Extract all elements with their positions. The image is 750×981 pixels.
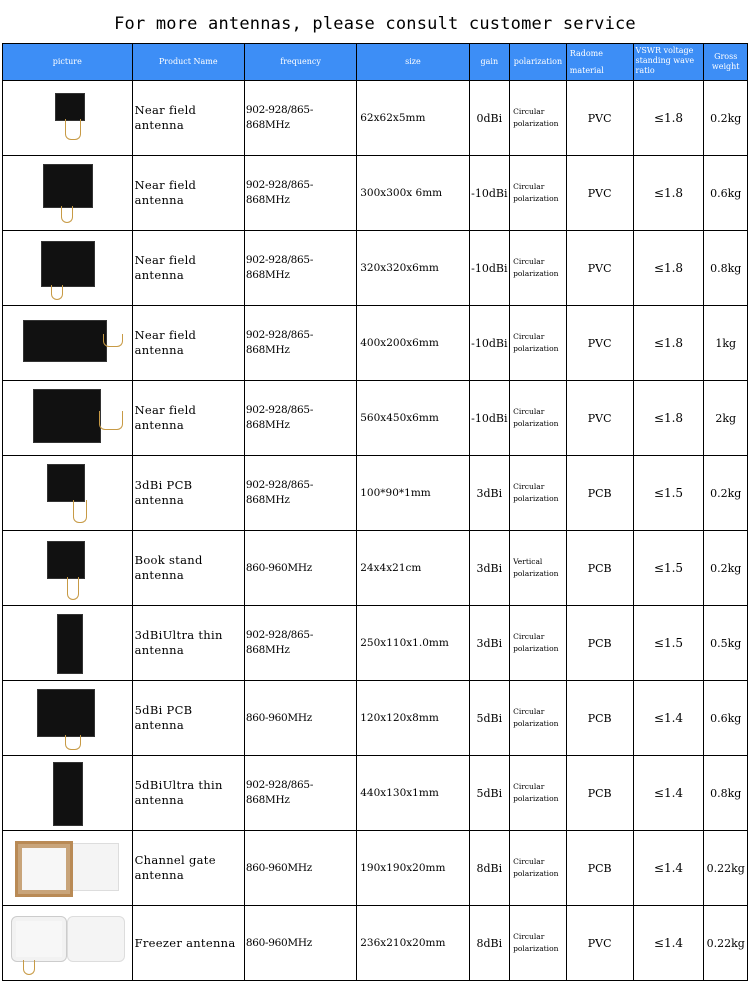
header-gain: gain <box>469 44 509 81</box>
radome-material-cell: PCB <box>566 756 633 831</box>
vswr-cell: ≤1.8 <box>633 381 704 456</box>
antenna-image <box>33 389 101 443</box>
antenna-image <box>47 464 85 502</box>
product-name-cell: Channel gate antenna <box>132 831 244 906</box>
table-row <box>3 306 748 381</box>
polarization-cell: Circular polarization <box>510 456 567 531</box>
gain-cell: 3dBi <box>469 606 509 681</box>
vswr-cell: ≤1.8 <box>633 81 704 156</box>
gross-weight-cell: 2kg <box>704 381 748 456</box>
polarization-cell: Circular polarization <box>510 156 567 231</box>
table-row <box>3 756 748 831</box>
size-cell: 190x190x20mm <box>357 831 469 906</box>
cable-icon <box>51 285 63 300</box>
size-cell: 300x300x 6mm <box>357 156 469 231</box>
header-product-name: Product Name <box>132 44 244 81</box>
frequency-cell: 902-928/865-868MHz <box>244 756 356 831</box>
frequency-cell: 860-960MHz <box>244 681 356 756</box>
gain-cell: -10dBi <box>469 381 509 456</box>
product-name-cell: 5dBi PCB antenna <box>132 681 244 756</box>
antenna-image <box>11 916 67 962</box>
gross-weight-cell: 0.22kg <box>704 906 748 981</box>
antenna-image-alt-view <box>71 843 119 891</box>
size-cell: 400x200x6mm <box>357 306 469 381</box>
gross-weight-cell: 0.2kg <box>704 456 748 531</box>
product-name-cell: Near field antenna <box>132 231 244 306</box>
product-picture <box>3 231 133 306</box>
size-cell: 560x450x6mm <box>357 381 469 456</box>
gross-weight-cell: 0.2kg <box>704 531 748 606</box>
antenna-image <box>41 241 95 287</box>
table-row <box>3 456 748 531</box>
radome-material-cell: PVC <box>566 231 633 306</box>
vswr-cell: ≤1.4 <box>633 906 704 981</box>
vswr-cell: ≤1.8 <box>633 231 704 306</box>
product-picture <box>3 906 133 981</box>
frequency-cell: 902-928/865-868MHz <box>244 456 356 531</box>
product-name-cell: Book stand antenna <box>132 531 244 606</box>
radome-material-cell: PCB <box>566 456 633 531</box>
antenna-image-inner <box>22 848 66 890</box>
gross-weight-cell: 0.6kg <box>704 156 748 231</box>
gross-weight-cell: 0.5kg <box>704 606 748 681</box>
size-cell: 62x62x5mm <box>357 81 469 156</box>
vswr-cell: ≤1.8 <box>633 156 704 231</box>
cable-icon <box>67 577 79 600</box>
radome-material-cell: PVC <box>566 306 633 381</box>
frequency-cell: 902-928/865-868MHz <box>244 156 356 231</box>
frequency-cell: 902-928/865-868MHz <box>244 306 356 381</box>
radome-material-cell: PCB <box>566 831 633 906</box>
polarization-cell: Circular polarization <box>510 606 567 681</box>
polarization-cell: Circular polarization <box>510 831 567 906</box>
gain-cell: -10dBi <box>469 156 509 231</box>
gross-weight-cell: 0.8kg <box>704 231 748 306</box>
antenna-image <box>15 841 73 897</box>
table-row <box>3 381 748 456</box>
antenna-image <box>23 320 107 362</box>
gain-cell: -10dBi <box>469 306 509 381</box>
gain-cell: 8dBi <box>469 906 509 981</box>
product-picture <box>3 456 133 531</box>
frequency-cell: 860-960MHz <box>244 906 356 981</box>
gross-weight-cell: 1kg <box>704 306 748 381</box>
header-picture: picture <box>3 44 133 81</box>
frequency-cell: 860-960MHz <box>244 831 356 906</box>
cable-icon <box>61 206 73 223</box>
gross-weight-cell: 0.8kg <box>704 756 748 831</box>
product-name-cell: Freezer antenna <box>132 906 244 981</box>
product-name-cell: Near field antenna <box>132 381 244 456</box>
radome-material-cell: PVC <box>566 81 633 156</box>
product-picture <box>3 156 133 231</box>
table-row <box>3 906 748 981</box>
size-cell: 440x130x1mm <box>357 756 469 831</box>
antenna-image-alt-view <box>67 916 125 962</box>
page-title: For more antennas, please consult customer service <box>114 14 636 34</box>
vswr-cell: ≤1.4 <box>633 756 704 831</box>
size-cell: 250x110x1.0mm <box>357 606 469 681</box>
antenna-spec-table <box>2 43 748 981</box>
vswr-cell: ≤1.5 <box>633 456 704 531</box>
header-vswr: VSWR voltage standing wave ratio <box>633 44 704 81</box>
antenna-image <box>57 614 83 674</box>
polarization-cell: Circular polarization <box>510 306 567 381</box>
polarization-cell: Circular polarization <box>510 381 567 456</box>
header-frequency: frequency <box>244 44 356 81</box>
product-picture <box>3 681 133 756</box>
cable-icon <box>23 960 35 975</box>
antenna-image <box>47 541 85 579</box>
polarization-cell: Vertical polarization <box>510 531 567 606</box>
cable-icon <box>65 119 81 140</box>
gain-cell: -10dBi <box>469 231 509 306</box>
product-picture <box>3 306 133 381</box>
antenna-image-inner <box>16 921 62 957</box>
table-row <box>3 156 748 231</box>
size-cell: 100*90*1mm <box>357 456 469 531</box>
gross-weight-cell: 0.22kg <box>704 831 748 906</box>
gain-cell: 5dBi <box>469 681 509 756</box>
product-picture <box>3 606 133 681</box>
polarization-cell: Circular polarization <box>510 906 567 981</box>
vswr-cell: ≤1.4 <box>633 681 704 756</box>
vswr-cell: ≤1.8 <box>633 306 704 381</box>
header-size: size <box>357 44 469 81</box>
product-picture <box>3 831 133 906</box>
product-picture <box>3 381 133 456</box>
polarization-cell: Circular polarization <box>510 231 567 306</box>
table-row <box>3 606 748 681</box>
header-radome-material: Radome material <box>566 44 633 81</box>
product-picture <box>3 756 133 831</box>
header-row <box>3 44 748 81</box>
header-polarization: polarization <box>510 44 567 81</box>
vswr-cell: ≤1.4 <box>633 831 704 906</box>
product-name-cell: Near field antenna <box>132 306 244 381</box>
cable-icon <box>103 334 123 347</box>
polarization-cell: Circular polarization <box>510 81 567 156</box>
size-cell: 236x210x20mm <box>357 906 469 981</box>
gain-cell: 0dBi <box>469 81 509 156</box>
size-cell: 120x120x8mm <box>357 681 469 756</box>
table-row <box>3 831 748 906</box>
cable-icon <box>99 411 123 430</box>
product-picture <box>3 81 133 156</box>
radome-material-cell: PVC <box>566 156 633 231</box>
gain-cell: 5dBi <box>469 756 509 831</box>
table-row <box>3 531 748 606</box>
radome-material-cell: PVC <box>566 906 633 981</box>
product-name-cell: 5dBiUltra thin antenna <box>132 756 244 831</box>
frequency-cell: 860-960MHz <box>244 531 356 606</box>
gain-cell: 3dBi <box>469 531 509 606</box>
product-name-cell: Near field antenna <box>132 156 244 231</box>
antenna-image <box>53 762 83 826</box>
radome-material-cell: PVC <box>566 381 633 456</box>
antenna-image <box>55 93 85 121</box>
table-row <box>3 681 748 756</box>
frequency-cell: 902-928/865-868MHz <box>244 81 356 156</box>
antenna-image <box>43 164 93 208</box>
frequency-cell: 902-928/865-868MHz <box>244 381 356 456</box>
gain-cell: 8dBi <box>469 831 509 906</box>
size-cell: 320x320x6mm <box>357 231 469 306</box>
frequency-cell: 902-928/865-868MHz <box>244 606 356 681</box>
product-name-cell: 3dBi PCB antenna <box>132 456 244 531</box>
header-gross-weight: Gross weight <box>704 44 748 81</box>
product-name-cell: 3dBiUltra thin antenna <box>132 606 244 681</box>
product-name-cell: Near field antenna <box>132 81 244 156</box>
size-cell: 24x4x21cm <box>357 531 469 606</box>
gross-weight-cell: 0.6kg <box>704 681 748 756</box>
antenna-image <box>37 689 95 737</box>
radome-material-cell: PCB <box>566 531 633 606</box>
frequency-cell: 902-928/865-868MHz <box>244 231 356 306</box>
polarization-cell: Circular polarization <box>510 681 567 756</box>
gain-cell: 3dBi <box>469 456 509 531</box>
cable-icon <box>65 735 81 750</box>
radome-material-cell: PCB <box>566 681 633 756</box>
vswr-cell: ≤1.5 <box>633 606 704 681</box>
table-row <box>3 231 748 306</box>
cable-icon <box>73 500 87 523</box>
radome-material-cell: PCB <box>566 606 633 681</box>
product-picture <box>3 531 133 606</box>
polarization-cell: Circular polarization <box>510 756 567 831</box>
vswr-cell: ≤1.5 <box>633 531 704 606</box>
gross-weight-cell: 0.2kg <box>704 81 748 156</box>
table-row <box>3 81 748 156</box>
